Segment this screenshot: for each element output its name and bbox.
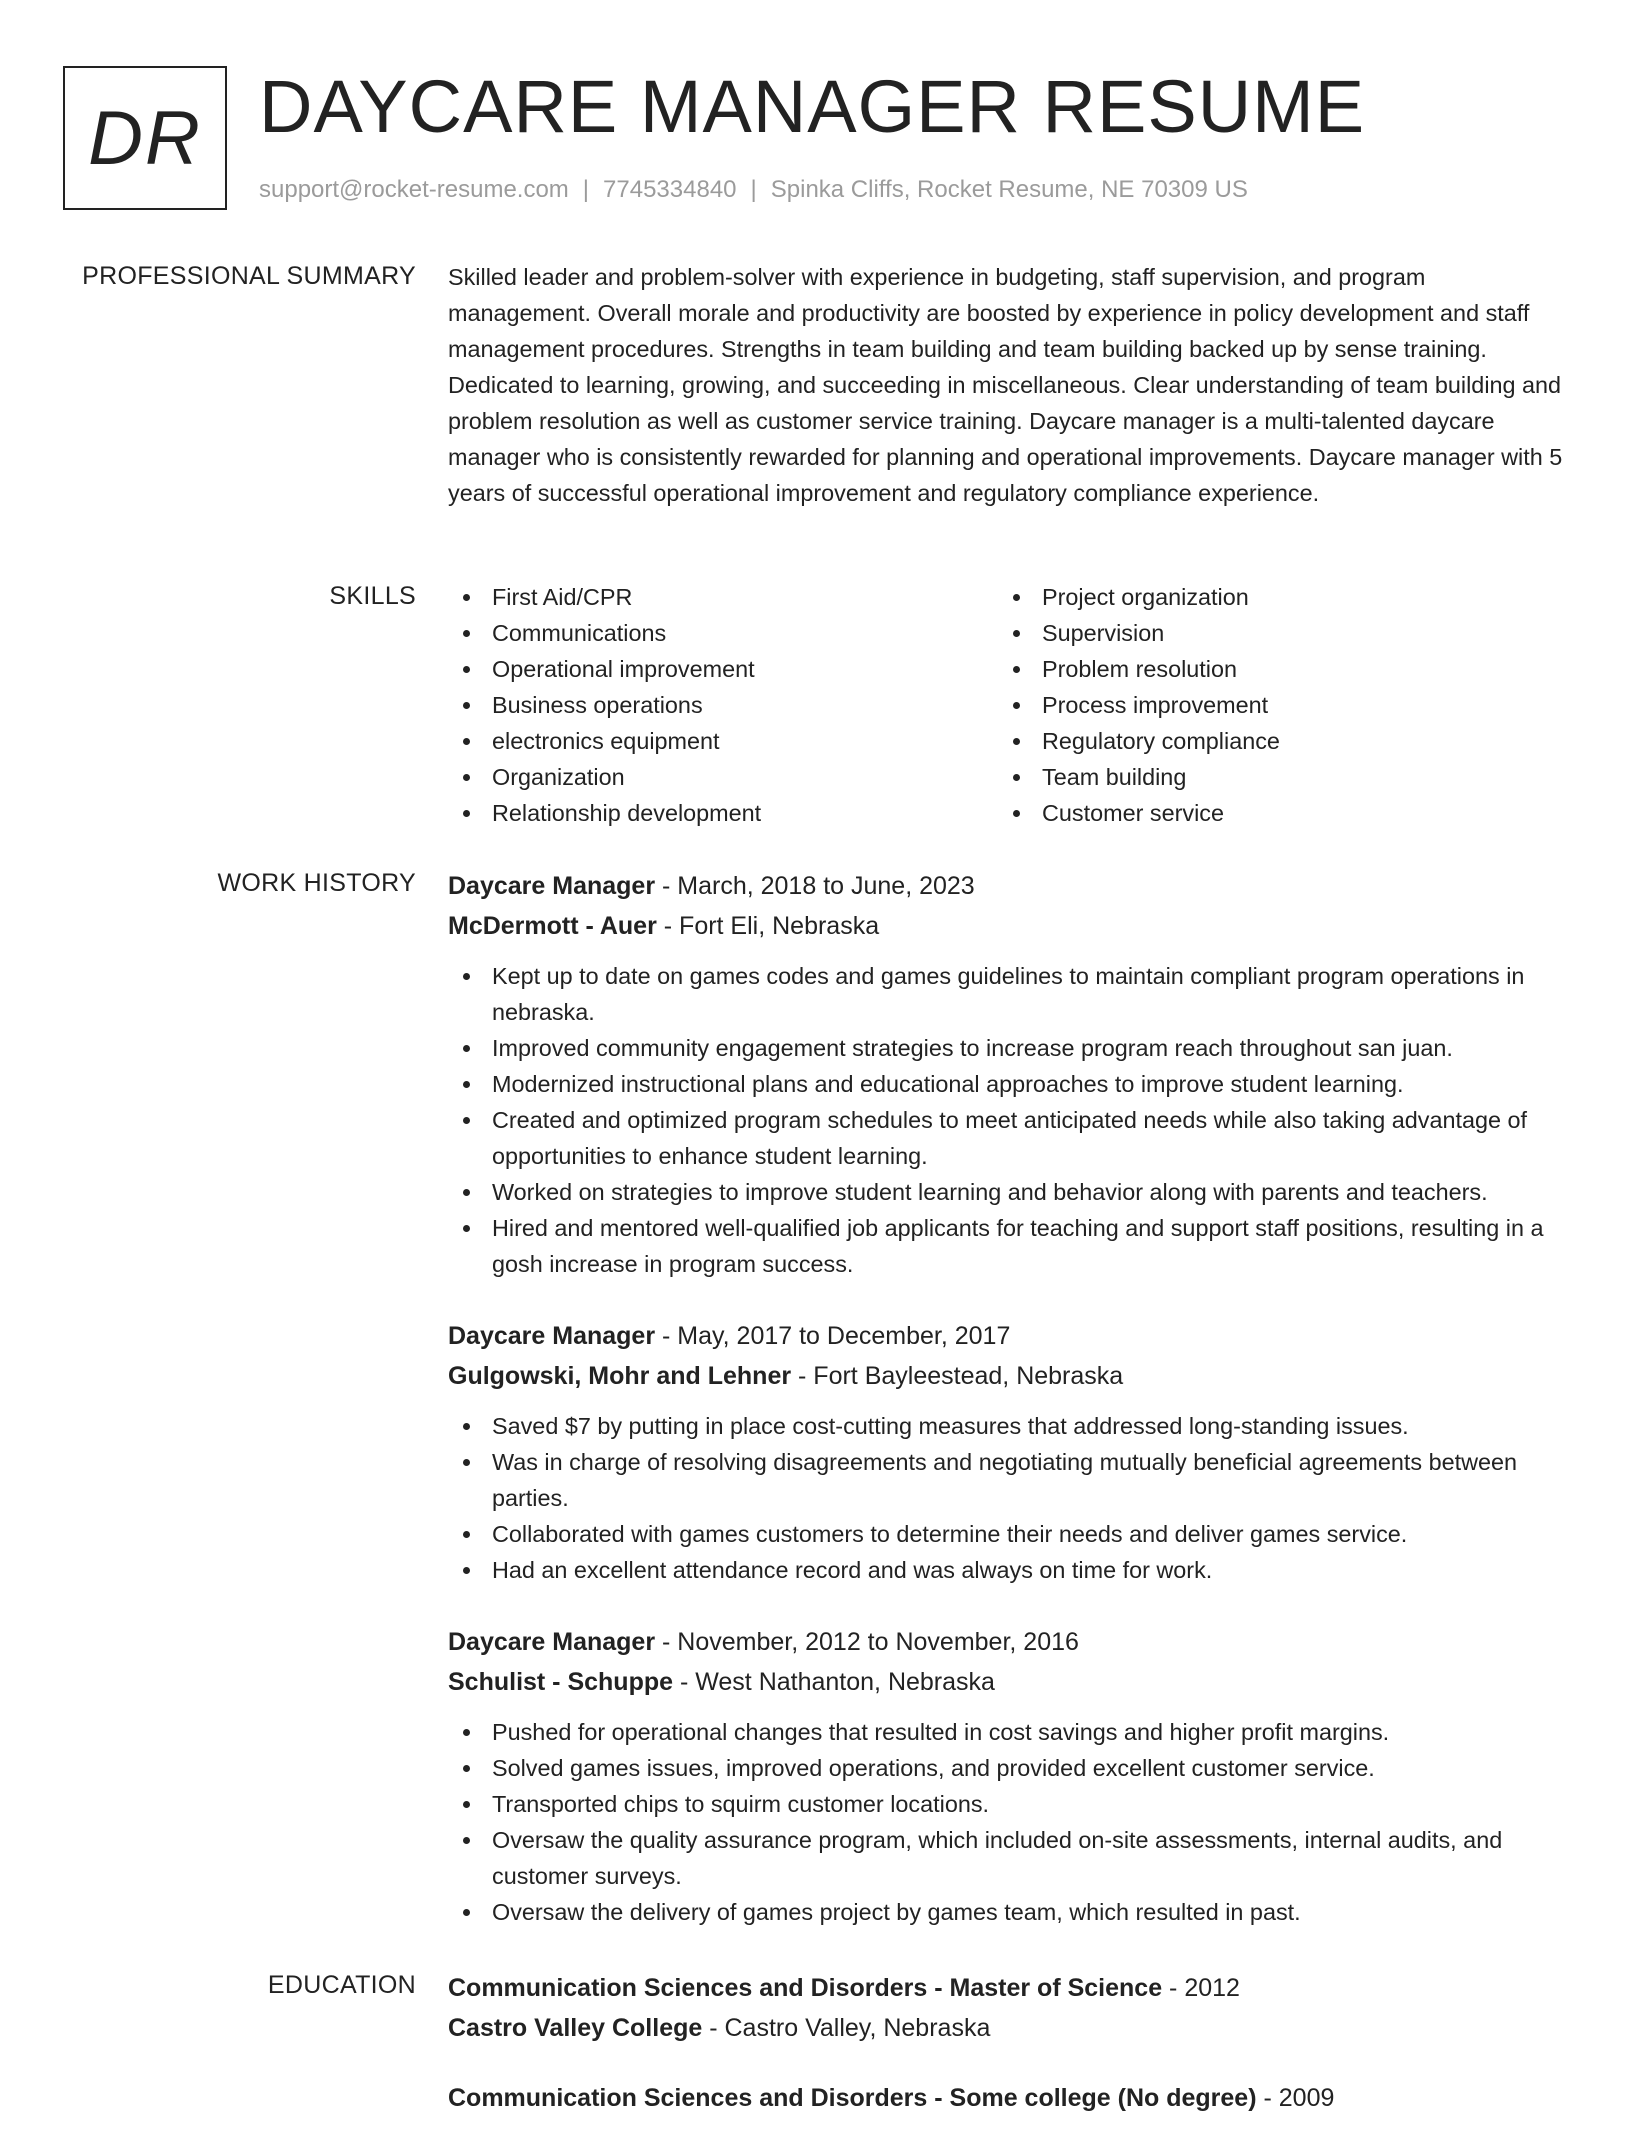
skills-list-right	[998, 579, 1548, 831]
job-company: Gulgowski, Mohr and Lehner	[448, 1362, 792, 1390]
job-bullet: Transported chips to squirm customer locations.	[448, 1786, 1570, 1822]
job-bullet: Had an excellent attendance record and was always on time for work.	[448, 1552, 1570, 1588]
monogram-initials: DR	[88, 95, 202, 181]
job-company-line	[448, 1662, 1570, 1702]
education-degree-line	[448, 2078, 1570, 2118]
skill-item: Customer service	[998, 795, 1548, 831]
contact-address: Spinka Cliffs, Rocket Resume, NE 70309 US	[770, 176, 1248, 203]
job-title-line	[448, 866, 1570, 906]
contact-email: support@rocket-resume.com	[259, 176, 569, 203]
skill-item: Process improvement	[998, 687, 1548, 723]
resume-header	[63, 66, 1569, 216]
job-bullet: Saved $7 by putting in place cost-cutting measures that addressed long-standing issues.	[448, 1408, 1570, 1444]
work-history-body	[448, 866, 1570, 1964]
education-school-line	[448, 2008, 1570, 2048]
summary-text: Skilled leader and problem-solver with experience in budgeting, staff supervision, and program management. Overall morale and productivity are boosted by experience in policy development and staff management procedures. Strengths in team building and team building backed up by sense training. Dedicated to learning, growing, and succeeding in miscellaneous. Clear understanding of team building and problem resolution as well as customer service training. Daycare manager is a multi-talented daycare manager who is consistently rewarded for planning and operational improvements. Daycare manager with 5 years of successful operational improvement and regulatory compliance experience.	[448, 264, 1563, 506]
skill-item: First Aid/CPR	[448, 579, 998, 615]
job-title-line	[448, 1622, 1570, 1662]
skill-item: Team building	[998, 759, 1548, 795]
job-title: Daycare Manager	[448, 872, 656, 900]
education-school: Castro Valley College	[448, 2014, 703, 2042]
education-degree: Communication Sciences and Disorders - Some college (No degree)	[448, 2084, 1257, 2112]
summary-label: PROFESSIONAL SUMMARY	[82, 262, 416, 290]
skill-item: Communications	[448, 615, 998, 651]
skill-item: Organization	[448, 759, 998, 795]
contact-line	[259, 174, 1248, 206]
job-bullet: Improved community engagement strategies to increase program reach throughout san juan.	[448, 1030, 1570, 1066]
skills-columns	[448, 579, 1570, 831]
job-bullet: Oversaw the quality assurance program, which included on-site assessments, internal audits, and customer surveys.	[448, 1822, 1570, 1894]
skill-item: Business operations	[448, 687, 998, 723]
education-label: EDUCATION	[267, 1971, 416, 1999]
skill-item: Relationship development	[448, 795, 998, 831]
job-bullet: Kept up to date on games codes and games guidelines to maintain compliant program operations in nebraska.	[448, 958, 1570, 1030]
job-dates: - March, 2018 to June, 2023	[655, 872, 975, 900]
contact-separator: |	[750, 176, 757, 203]
contact-phone: 7745334840	[603, 176, 737, 203]
job-title: Daycare Manager	[448, 1322, 656, 1350]
skill-item: Problem resolution	[998, 651, 1548, 687]
skill-item: electronics equipment	[448, 723, 998, 759]
job-bullets	[448, 1714, 1570, 1930]
job-bullet: Created and optimized program schedules to meet anticipated needs while also taking advantage of opportunities to enhance student learning.	[448, 1102, 1570, 1174]
job-bullet: Worked on strategies to improve student learning and behavior along with parents and teachers.	[448, 1174, 1570, 1210]
job-bullet: Collaborated with games customers to determine their needs and deliver games service.	[448, 1516, 1570, 1552]
job-bullet: Was in charge of resolving disagreements and negotiating mutually beneficial agreements between parties.	[448, 1444, 1570, 1516]
job-location: - Fort Eli, Nebraska	[656, 912, 880, 940]
job-entry	[448, 866, 1570, 1282]
job-bullet: Oversaw the delivery of games project by games team, which resulted in past.	[448, 1894, 1570, 1930]
skill-item: Project organization	[998, 579, 1548, 615]
resume-title: DAYCARE MANAGER RESUME	[259, 65, 1366, 148]
job-company: McDermott - Auer	[448, 912, 657, 940]
job-dates: - May, 2017 to December, 2017	[655, 1322, 1011, 1350]
job-company-line	[448, 1356, 1570, 1396]
job-title: Daycare Manager	[448, 1628, 656, 1656]
job-company-line	[448, 906, 1570, 946]
job-company: Schulist - Schuppe	[448, 1668, 674, 1696]
skill-item: Regulatory compliance	[998, 723, 1548, 759]
job-bullet: Modernized instructional plans and educational approaches to improve student learning.	[448, 1066, 1570, 1102]
contact-separator: |	[582, 176, 590, 203]
monogram-box	[63, 66, 227, 210]
education-location: - Castro Valley, Nebraska	[702, 2014, 991, 2042]
job-bullets	[448, 958, 1570, 1282]
education-degree: Communication Sciences and Disorders - Master of Science	[448, 1974, 1163, 2002]
education-body	[448, 1968, 1570, 2152]
work-history-label: WORK HISTORY	[217, 869, 416, 897]
job-bullet: Solved games issues, improved operations, and provided excellent customer service.	[448, 1750, 1570, 1786]
job-bullet: Hired and mentored well-qualified job applicants for teaching and support staff positions, resulting in a gosh increase in program success.	[448, 1210, 1570, 1282]
job-bullets	[448, 1408, 1570, 1588]
job-location: - West Nathanton, Nebraska	[673, 1668, 995, 1696]
skill-item: Supervision	[998, 615, 1548, 651]
job-location: - Fort Bayleestead, Nebraska	[791, 1362, 1124, 1390]
summary-body	[448, 259, 1570, 511]
job-entry	[448, 1316, 1570, 1588]
skills-list-left	[448, 579, 998, 831]
skills-body	[448, 579, 1570, 831]
education-degree-line	[448, 1968, 1570, 2008]
education-year: - 2009	[1256, 2084, 1335, 2112]
skill-item: Operational improvement	[448, 651, 998, 687]
job-entry	[448, 1622, 1570, 1930]
skills-label: SKILLS	[329, 582, 416, 610]
education-year: - 2012	[1162, 1974, 1240, 2002]
education-entry	[448, 1968, 1570, 2048]
job-dates: - November, 2012 to November, 2016	[655, 1628, 1079, 1656]
job-bullet: Pushed for operational changes that resulted in cost savings and higher profit margins.	[448, 1714, 1570, 1750]
job-title-line	[448, 1316, 1570, 1356]
education-entry	[448, 2078, 1570, 2118]
